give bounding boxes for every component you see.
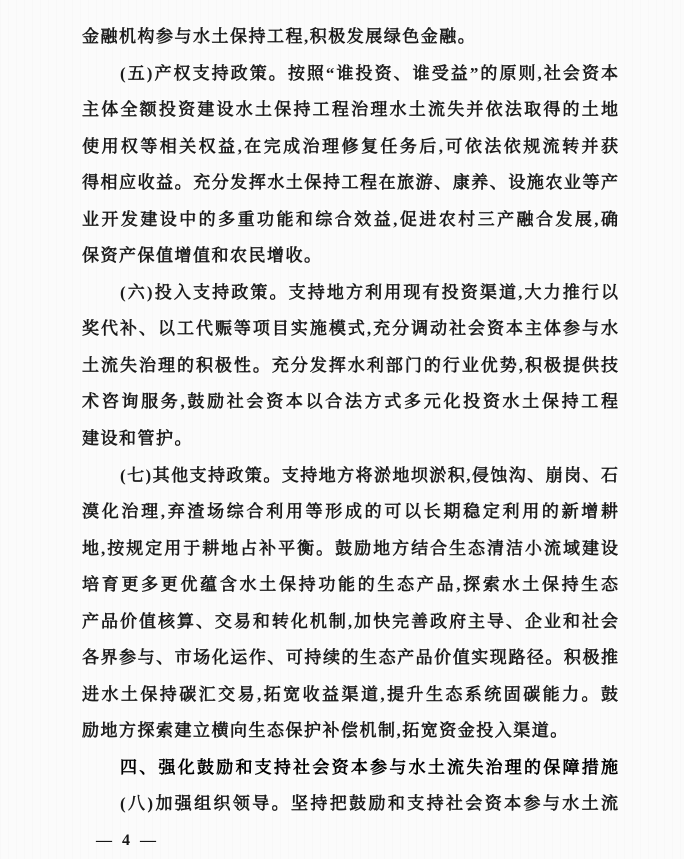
text-line: 金融机构参与水土保持工程,积极发展绿色金融。 — [82, 27, 477, 46]
paragraph-start-line: (七)其他支持政策。支持地方将淤地坝淤积,侵蚀沟、崩岗、石 — [120, 465, 618, 485]
text-line: 土流失治理的积极性。充分发挥水利部门的行业优势,积极提供技 — [82, 355, 618, 375]
text-line: 业开发建设中的多重功能和综合效益,促进农村三产融合发展,确 — [82, 209, 618, 229]
text-line: 主体全额投资建设水土保持工程治理水土流失并依法取得的土地 — [82, 100, 618, 120]
text-line: 励地方探索建立横向生态保护补偿机制,拓宽资金投入渠道。 — [82, 721, 569, 741]
text-line: 保资产保值增值和农民增收。 — [82, 246, 323, 266]
text-line: 奖代补、以工代赈等项目实施模式,充分调动社会资本主体参与水 — [82, 319, 618, 339]
text-line: 进水土保持碳汇交易,拓宽收益渠道,提升生态系统固碳能力。鼓 — [82, 684, 618, 704]
page-number: — 4 — — [96, 832, 159, 850]
text-line: 得相应收益。充分发挥水土保持工程在旅游、康养、设施农业等产 — [82, 173, 618, 193]
text-line: 培育更多更优蕴含水土保持功能的生态产品,探索水土保持生态 — [82, 575, 618, 595]
text-line: 地,按规定用于耕地占补平衡。鼓励地方结合生态清洁小流域建设 — [82, 538, 618, 558]
text-line: 产品价值核算、交易和转化机制,加快完善政府主导、企业和社会 — [82, 611, 618, 631]
paragraph-start-line: (六)投入支持政策。支持地方利用现有投资渠道,大力推行以 — [120, 282, 618, 302]
text-line: 术咨询服务,鼓励社会资本以合法方式多元化投资水土保持工程 — [82, 392, 618, 412]
text-line: 使用权等相关权益,在完成治理修复任务后,可依法依规流转并获 — [82, 136, 618, 156]
paragraph-start-line: (五)产权支持政策。按照“谁投资、谁受益”的原则,社会资本 — [120, 63, 618, 83]
text-line: 建设和管护。 — [82, 429, 193, 449]
paragraph-start-line: (八)加强组织领导。坚持把鼓励和支持社会资本参与水土流 — [120, 794, 618, 814]
section-heading: 四、强化鼓励和支持社会资本参与水土流失治理的保障措施 — [120, 757, 618, 777]
text-line: 漠化治理,弃渣场综合利用等形成的可以长期稳定利用的新增耕 — [82, 502, 618, 522]
text-line: 各界参与、市场化运作、可持续的生态产品价值实现路径。积极推 — [82, 648, 618, 668]
